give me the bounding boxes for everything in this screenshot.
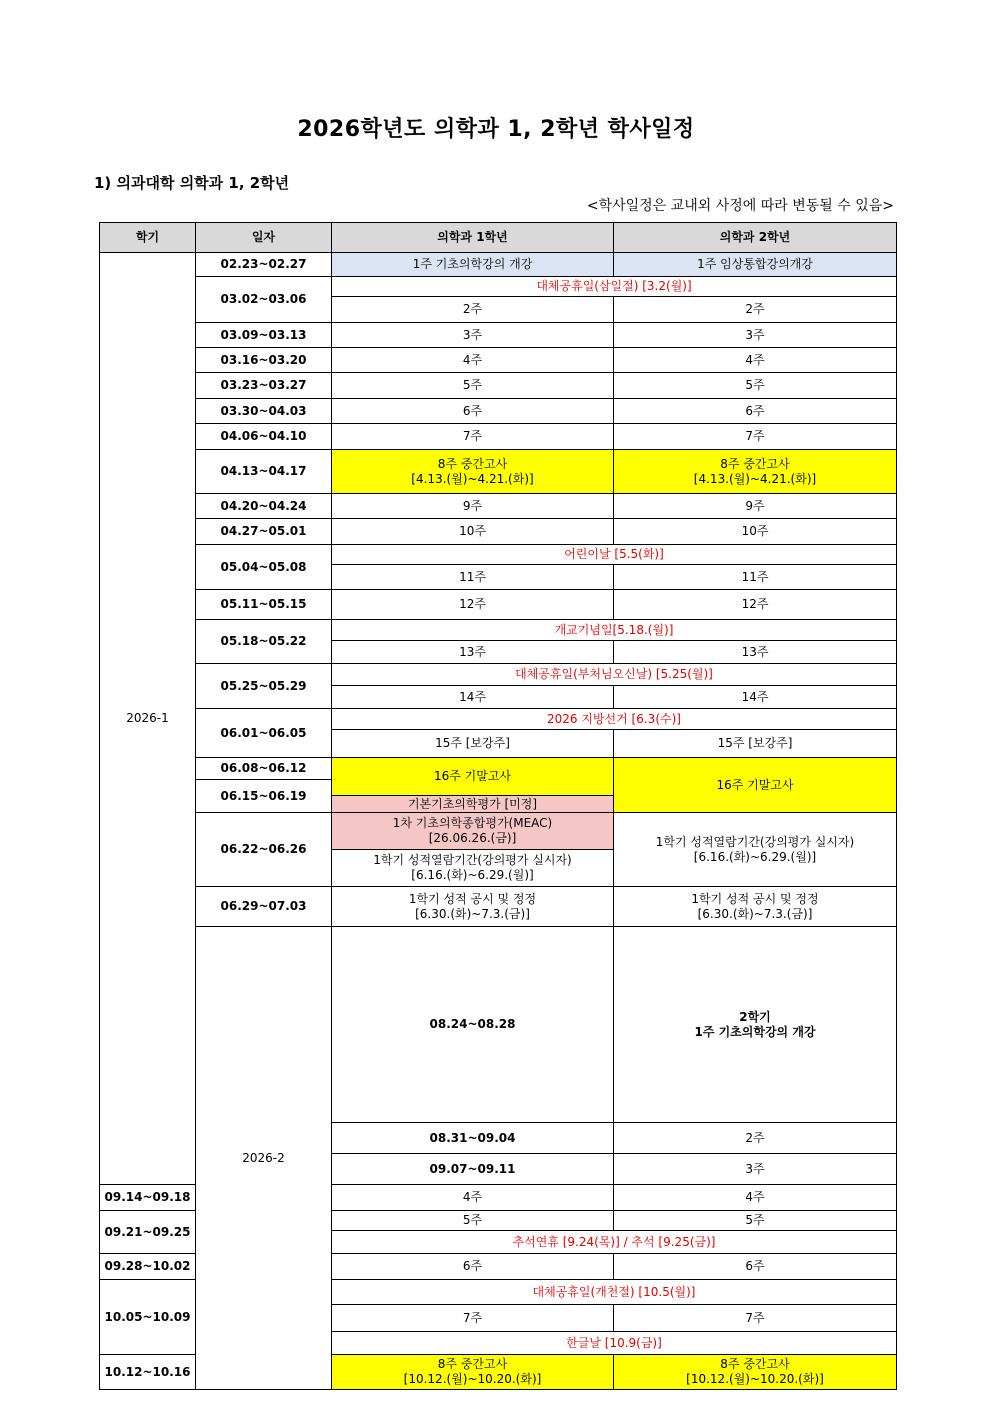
- assessment-date: [26.06.26.(금)]: [428, 831, 517, 845]
- week-date: 04.06~04.10: [196, 424, 332, 450]
- exam-title: 8주 중간고사: [437, 456, 508, 471]
- year1-cell: 6주: [332, 1254, 614, 1280]
- table-row: [100, 709, 897, 730]
- year2-exam-cell: [614, 450, 897, 494]
- year2-cell: 7주: [614, 424, 897, 450]
- year1-cell: 7주: [332, 1305, 614, 1332]
- week-date: 03.16~03.20: [196, 348, 332, 373]
- grade-title: 1학기 성적 공시 및 정정: [691, 891, 819, 906]
- year1-exam-cell: [332, 1355, 614, 1390]
- exam-title: 8주 중간고사: [720, 1357, 790, 1371]
- grade-period: [6.30.(화)~7.3.(금)]: [697, 906, 813, 921]
- year1-cell: 4주: [332, 1185, 614, 1211]
- grade-period: [6.16.(화)~6.29.(월)]: [411, 868, 534, 882]
- table-row: [100, 887, 897, 927]
- table-row: [100, 323, 897, 348]
- table-row: [100, 277, 897, 297]
- year1-cell: 10주: [332, 519, 614, 545]
- year1-cell: 13주: [332, 641, 614, 664]
- holiday-cell: 어린이날 [5.5(화)]: [332, 545, 897, 565]
- year1-cell: 6주: [332, 399, 614, 424]
- year1-cell: 4주: [332, 348, 614, 373]
- semester-start-title: 2학기: [739, 1009, 771, 1024]
- week-date: 05.25~05.29: [196, 664, 332, 709]
- year1-assessment-cell: 기본기초의학평가 [미정]: [332, 796, 614, 813]
- table-row: [100, 519, 897, 545]
- week-date: 09.07~09.11: [332, 1154, 614, 1185]
- grade-period: [6.30.(화)~7.3.(금)]: [415, 906, 530, 921]
- year1-cell: 2주: [614, 1123, 897, 1154]
- table-row: [100, 927, 897, 1123]
- grade-title: 1학기 성적열람기간(강의평가 실시자): [373, 853, 572, 867]
- week-date: 06.08~06.12: [196, 758, 332, 780]
- holiday-cell: 한글날 [10.9(금)]: [332, 1332, 897, 1355]
- section-title: 1) 의과대학 의학과 1, 2학년: [94, 174, 290, 192]
- week-date: 05.04~05.08: [196, 545, 332, 590]
- holiday-cell: 대체공휴일(삼일절) [3.2(월)]: [332, 277, 897, 297]
- week-date: 05.18~05.22: [196, 620, 332, 664]
- holiday-cell: 대체공휴일(개천절) [10.5(월)]: [332, 1280, 897, 1305]
- year2-cell: 9주: [614, 494, 897, 519]
- grade-title: 1학기 성적 공시 및 정정: [408, 891, 537, 906]
- holiday-cell: 대체공휴일(부처님오신날) [5.25(월)]: [332, 664, 897, 686]
- year2-cell: 4주: [614, 348, 897, 373]
- week-date: 09.28~10.02: [100, 1254, 196, 1280]
- year2-cell: 5주: [614, 1211, 897, 1231]
- table-row: [100, 620, 897, 641]
- table-row: [100, 450, 897, 494]
- year2-cell: 1주 임상통합강의개강: [614, 253, 897, 277]
- table-row: [100, 813, 897, 850]
- week-date: 05.11~05.15: [196, 590, 332, 620]
- year2-exam-cell: [614, 1355, 897, 1390]
- grade-period: [6.16.(화)~6.29.(월)]: [693, 849, 817, 864]
- table-row: [100, 664, 897, 686]
- table-row: [100, 348, 897, 373]
- exam-period: [10.12.(월)~10.20.(화)]: [403, 1372, 542, 1386]
- year1-grade-cell: [332, 887, 614, 927]
- semester-label: 2026-2: [196, 927, 332, 1390]
- week-date: 03.09~03.13: [196, 323, 332, 348]
- week-date: 09.14~09.18: [100, 1185, 196, 1211]
- table-row: [100, 373, 897, 399]
- year2-cell: 12주: [614, 590, 897, 620]
- header-year2: 의학과 2학년: [614, 223, 897, 253]
- schedule-table: [99, 222, 897, 1390]
- year2-cell: 4주: [614, 1185, 897, 1211]
- week-date: 09.21~09.25: [100, 1211, 196, 1254]
- week-date: 02.23~02.27: [196, 253, 332, 277]
- year1-cell: 2주: [332, 297, 614, 323]
- year2-grade-cell: [614, 887, 897, 927]
- year1-cell: 15주 [보강주]: [332, 730, 614, 758]
- year2-cell: 7주: [614, 1305, 897, 1332]
- week-date: 10.05~10.09: [100, 1280, 196, 1355]
- week-date: 04.27~05.01: [196, 519, 332, 545]
- year2-exam-cell: 16주 기말고사: [614, 758, 897, 813]
- year1-cell: 5주: [332, 1211, 614, 1231]
- holiday-cell: 추석연휴 [9.24(목)] / 추석 [9.25(금)]: [332, 1231, 897, 1254]
- year1-grade-cell: [332, 850, 614, 887]
- header-year1: 의학과 1학년: [332, 223, 614, 253]
- year1-cell: [614, 927, 897, 1123]
- year2-cell: 14주: [614, 686, 897, 709]
- year2-cell: 11주: [614, 565, 897, 590]
- week-date: 04.13~04.17: [196, 450, 332, 494]
- semester-start-text: 1주 기초의학강의 개강: [694, 1024, 816, 1039]
- week-date: 03.30~04.03: [196, 399, 332, 424]
- year2-cell: 5주: [614, 373, 897, 399]
- holiday-cell: 개교기념일[5.18.(월)]: [332, 620, 897, 641]
- exam-title: 8주 중간고사: [720, 456, 790, 471]
- year2-cell: 6주: [614, 1254, 897, 1280]
- year1-cell: 7주: [332, 424, 614, 450]
- week-date: 10.12~10.16: [100, 1355, 196, 1390]
- week-date: 03.02~03.06: [196, 277, 332, 323]
- page-title: 2026학년도 의학과 1, 2학년 학사일정: [297, 117, 695, 142]
- year1-cell: 1주 기초의학강의 개강: [332, 253, 614, 277]
- table-row: [100, 590, 897, 620]
- year2-cell: 2주: [614, 297, 897, 323]
- week-date: 06.15~06.19: [196, 780, 332, 813]
- year2-cell: 13주: [614, 641, 897, 664]
- table-row: [100, 399, 897, 424]
- table-header-row: [100, 223, 897, 253]
- year1-assessment-cell: [332, 813, 614, 850]
- year1-cell: 3주: [332, 323, 614, 348]
- year1-cell: 14주: [332, 686, 614, 709]
- semester-label: 2026-1: [100, 253, 196, 1185]
- year2-grade-cell: [614, 813, 897, 887]
- exam-period: [10.12.(월)~10.20.(화)]: [686, 1372, 824, 1386]
- schedule-note: <학사일정은 교내외 사정에 따라 변동될 수 있음>: [586, 198, 894, 214]
- exam-title: 8주 중간고사: [437, 1357, 508, 1371]
- table-row: [100, 494, 897, 519]
- week-date: 04.20~04.24: [196, 494, 332, 519]
- week-date: 06.01~06.05: [196, 709, 332, 758]
- year2-cell: 15주 [보강주]: [614, 730, 897, 758]
- table-row: [100, 545, 897, 565]
- assessment-title: 1차 기초의학종합평가(MEAC): [392, 816, 553, 830]
- week-date: 08.31~09.04: [332, 1123, 614, 1154]
- week-date: 03.23~03.27: [196, 373, 332, 399]
- holiday-cell: 2026 지방선거 [6.3(수)]: [332, 709, 897, 730]
- year2-cell: 6주: [614, 399, 897, 424]
- year2-cell: 10주: [614, 519, 897, 545]
- year1-cell: 12주: [332, 590, 614, 620]
- year1-cell: 5주: [332, 373, 614, 399]
- year2-cell: 3주: [614, 323, 897, 348]
- table-row: [100, 253, 897, 277]
- week-date: 06.29~07.03: [196, 887, 332, 927]
- header-date: 일자: [196, 223, 332, 253]
- year1-cell: 3주: [614, 1154, 897, 1185]
- grade-title: 1학기 성적열람기간(강의평가 실시자): [655, 834, 855, 849]
- header-semester: 학기: [100, 223, 196, 253]
- year1-exam-cell: [332, 450, 614, 494]
- year1-cell: 11주: [332, 565, 614, 590]
- table-row: [100, 758, 897, 780]
- year1-exam-cell: 16주 기말고사: [332, 758, 614, 796]
- week-date: 08.24~08.28: [332, 927, 614, 1123]
- exam-period: [4.13.(월)~4.21.(화)]: [693, 471, 817, 486]
- year1-cell: 9주: [332, 494, 614, 519]
- exam-period: [4.13.(월)~4.21.(화)]: [411, 471, 534, 486]
- table-row: [100, 424, 897, 450]
- week-date: 06.22~06.26: [196, 813, 332, 887]
